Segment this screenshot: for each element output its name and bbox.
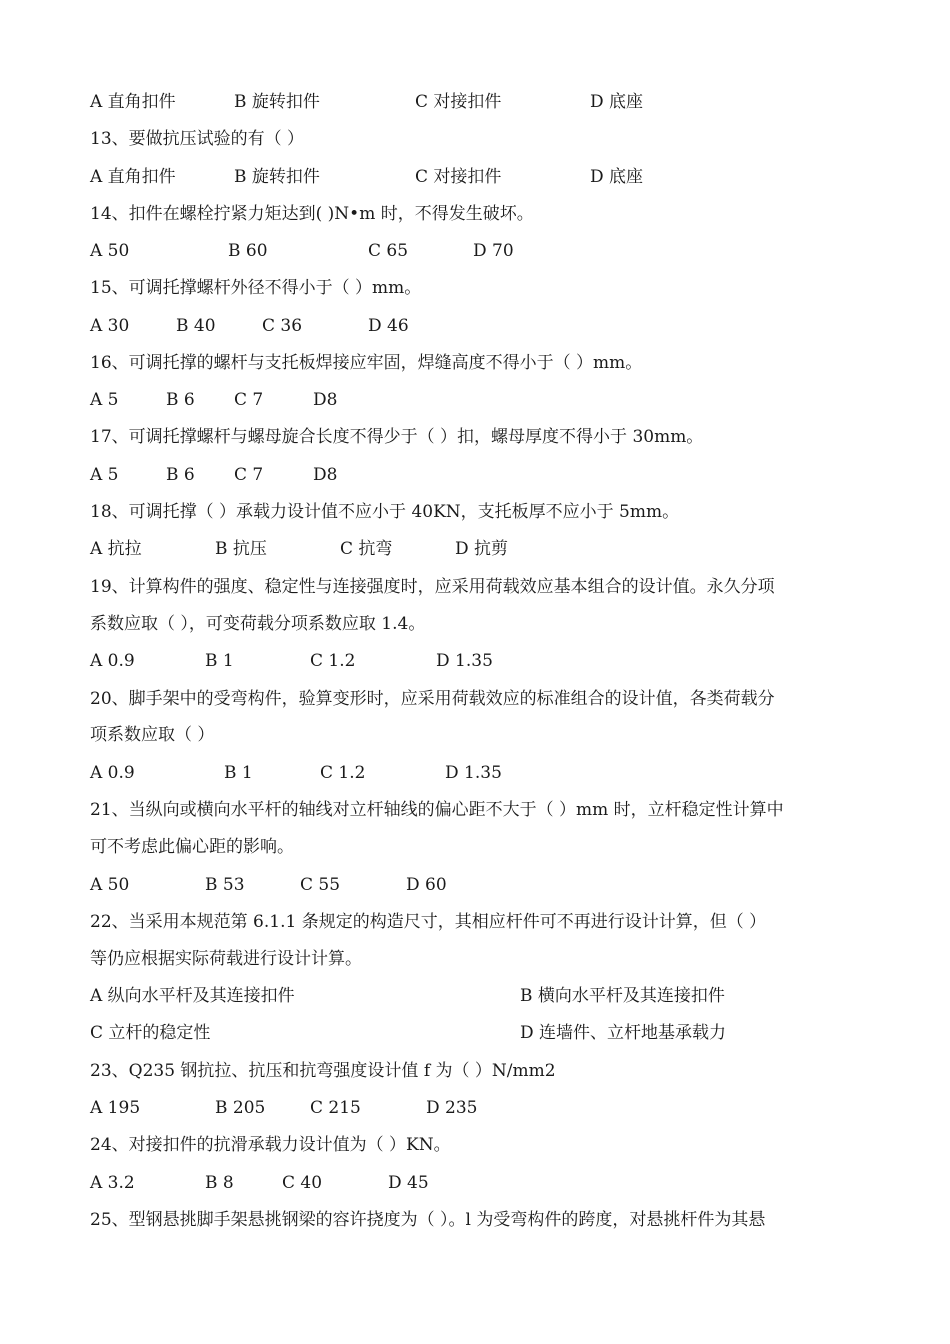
q15-option-c: C 36: [262, 316, 303, 336]
q18-option-b: B 抗压: [215, 539, 267, 559]
q22-option-a: A 纵向水平杆及其连接扣件: [90, 986, 295, 1006]
q12-option-d: D 底座: [590, 92, 644, 112]
q12-option-b: B 旋转扣件: [234, 92, 320, 112]
q23-option-c: C 215: [310, 1098, 361, 1118]
q15-stem: 15、可调托撑螺杆外径不得小于（ ）mm。: [90, 278, 422, 298]
q21-option-b: B 53: [205, 875, 245, 895]
q18-option-d: D 抗剪: [455, 539, 509, 559]
q20-option-a: A 0.9: [90, 763, 135, 783]
q22-stem-line2: 等仍应根据实际荷载进行设计计算。: [90, 949, 362, 969]
q16-option-a: A 5: [90, 390, 119, 410]
q15-option-a: A 30: [90, 316, 130, 336]
q19-option-a: A 0.9: [90, 651, 135, 671]
q12-option-a: A 直角扣件: [90, 92, 176, 112]
q16-option-d: D8: [313, 390, 338, 410]
q18-option-a: A 抗拉: [90, 539, 142, 559]
q19-stem-line1: 19、计算构件的强度、稳定性与连接强度时，应采用荷载效应基本组合的设计值。永久分项: [90, 577, 775, 597]
q12-option-c: C 对接扣件: [415, 92, 502, 112]
q16-stem: 16、可调托撑的螺杆与支托板焊接应牢固，焊缝高度不得小于（ ）mm。: [90, 353, 643, 373]
q19-stem-line2: 系数应取（ ），可变荷载分项系数应取 1.4。: [90, 614, 426, 634]
q20-stem-line2: 项系数应取（ ）: [90, 725, 215, 745]
q14-option-b: B 60: [228, 241, 268, 261]
q14-option-a: A 50: [90, 241, 130, 261]
q13-option-d: D 底座: [590, 167, 644, 187]
q23-option-b: B 205: [215, 1098, 266, 1118]
q14-option-c: C 65: [368, 241, 409, 261]
q13-option-c: C 对接扣件: [415, 167, 502, 187]
q21-stem-line2: 可不考虑此偏心距的影响。: [90, 837, 294, 857]
q17-stem: 17、可调托撑螺杆与螺母旋合长度不得少于（ ）扣，螺母厚度不得小于 30mm。: [90, 427, 704, 447]
q18-option-c: C 抗弯: [340, 539, 393, 559]
q19-option-b: B 1: [205, 651, 234, 671]
q17-option-b: B 6: [166, 465, 195, 485]
q23-option-a: A 195: [90, 1098, 141, 1118]
q24-option-d: D 45: [388, 1173, 429, 1193]
q22-option-c: C 立杆的稳定性: [90, 1023, 211, 1043]
q19-option-d: D 1.35: [436, 651, 493, 671]
q24-option-c: C 40: [282, 1173, 323, 1193]
q13-stem: 13、要做抗压试验的有（ ）: [90, 129, 305, 149]
q20-stem-line1: 20、脚手架中的受弯构件，验算变形时，应采用荷载效应的标准组合的设计值，各类荷载分: [90, 689, 775, 709]
q20-option-d: D 1.35: [445, 763, 502, 783]
q21-option-a: A 50: [90, 875, 130, 895]
q13-option-b: B 旋转扣件: [234, 167, 320, 187]
q24-stem: 24、对接扣件的抗滑承载力设计值为（ ）KN。: [90, 1135, 451, 1155]
q15-option-b: B 40: [176, 316, 216, 336]
q13-option-a: A 直角扣件: [90, 167, 176, 187]
q16-option-b: B 6: [166, 390, 195, 410]
q14-stem: 14、扣件在螺栓拧紧力矩达到( )N•m 时，不得发生破坏。: [90, 204, 534, 224]
q17-option-d: D8: [313, 465, 338, 485]
q17-option-c: C 7: [234, 465, 264, 485]
q20-option-c: C 1.2: [320, 763, 366, 783]
q16-option-c: C 7: [234, 390, 264, 410]
q19-option-c: C 1.2: [310, 651, 356, 671]
q25-stem-line1: 25、型钢悬挑脚手架悬挑钢梁的容许挠度为（ ）。l 为受弯构件的跨度，对悬挑杆件为其悬: [90, 1210, 766, 1230]
q24-option-a: A 3.2: [90, 1173, 135, 1193]
q23-option-d: D 235: [426, 1098, 478, 1118]
q24-option-b: B 8: [205, 1173, 234, 1193]
q20-option-b: B 1: [224, 763, 253, 783]
q23-stem: 23、Q235 钢抗拉、抗压和抗弯强度设计值 f 为（ ）N/mm2: [90, 1061, 556, 1081]
q21-stem-line1: 21、当纵向或横向水平杆的轴线对立杆轴线的偏心距不大于（ ）mm 时，立杆稳定性计算中: [90, 800, 784, 820]
q17-option-a: A 5: [90, 465, 119, 485]
q22-stem-line1: 22、当采用本规范第 6.1.1 条规定的构造尺寸，其相应杆件可不再进行设计计算，但（ ）: [90, 912, 767, 932]
q18-stem: 18、可调托撑（ ）承载力设计值不应小于 40KN，支托板厚不应小于 5mm。: [90, 502, 680, 522]
q15-option-d: D 46: [368, 316, 409, 336]
q21-option-c: C 55: [300, 875, 341, 895]
q22-option-b: B 横向水平杆及其连接扣件: [520, 986, 725, 1006]
q21-option-d: D 60: [406, 875, 447, 895]
q22-option-d: D 连墙件、立杆地基承载力: [520, 1023, 727, 1043]
q14-option-d: D 70: [473, 241, 514, 261]
